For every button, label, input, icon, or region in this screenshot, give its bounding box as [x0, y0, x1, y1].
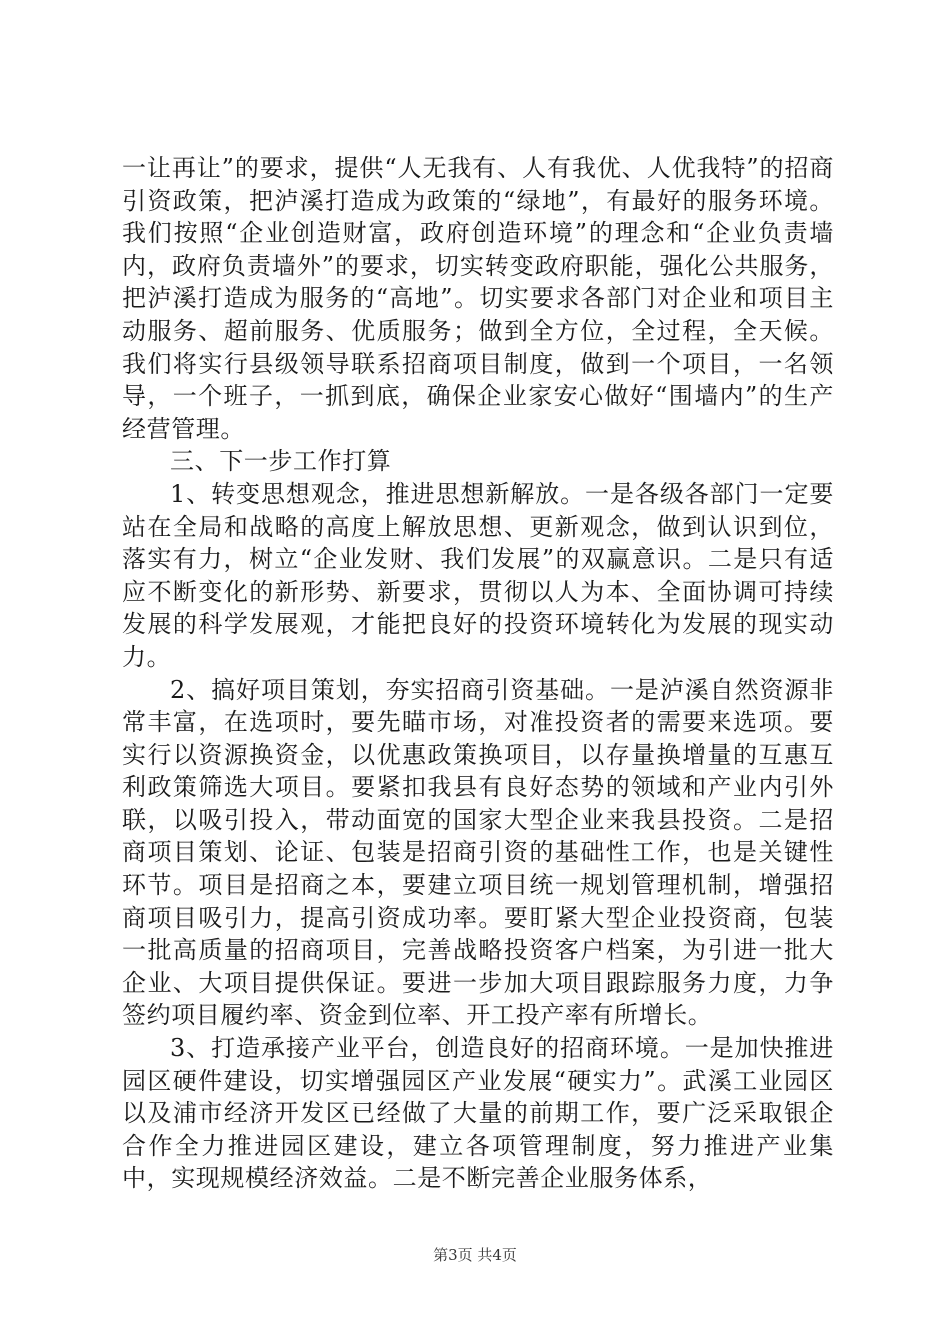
paragraph-4: 3、打造承接产业平台，创造良好的招商环境。一是加快推进园区硬件建设，切实增强园区产业发展“硬实力”。武溪工业园区以及浦市经济开发区已经做了大量的前期工作，要广泛采取银企合作全力推进园区建设，建立各项管理制度，努力推进产业集中，实现规模经济效益。二是不断完善企业服务体系， — [122, 1034, 834, 1193]
paragraph-2: 1、转变思想观念，推进思想新解放。一是各级各部门一定要站在全局和战略的高度上解放思想、更新观念，做到认识到位，落实有力，树立“企业发财、我们发展”的双赢意识。二是只有适应不断变化的新形势、新要求，贯彻以人为本、全面协调可持续发展的科学发展观，才能把良好的投资环境转化为发展的现实动力。 — [122, 479, 834, 671]
paragraph-3: 2、搞好项目策划，夯实招商引资基础。一是泸溪自然资源非常丰富，在选项时，要先瞄市场，对准投资者的需要来选项。要实行以资源换资金，以优惠政策换项目，以存量换增量的互惠互利政策筛选大项目。要紧扣我县有良好态势的领域和产业内引外联，以吸引投入，带动面宽的国家大型企业来我县投资。二是招商项目策划、论证、包装是招商引资的基础性工作，也是关键性环节。项目是招商之本，要建立项目统一规划管理机制，增强招商项目吸引力，提高引资成功率。要盯紧大型企业投资商，包装一批高质量的招商项目，完善战略投资客户档案，为引进一批大企业、大项目提供保证。要进一步加大项目跟踪服务力度，力争签约项目履约率、资金到位率、开工投产率有所增长。 — [122, 675, 834, 1030]
paragraph-1: 一让再让”的要求，提供“人无我有、人有我优、人优我特”的招商引资政策，把泸溪打造成为政策的“绿地”，有最好的服务环境。我们按照“企业创造财富，政府创造环境”的理念和“企业负责墙内，政府负责墙外”的要求，切实转变政府职能，强化公共服务，把泸溪打造成为服务的“高地”。切实要求各部门对企业和项目主动服务、超前服务、优质服务；做到全方位，全过程，全天候。我们将实行县级领导联系招商项目制度，做到一个项目，一名领导，一个班子，一抓到底，确保企业家安心做好“围墙内”的生产经营管理。 — [122, 154, 834, 443]
document-body — [122, 152, 834, 1195]
page-footer: 第3页 共4页 — [433, 1246, 517, 1264]
section-heading: 三、下一步工作打算 — [170, 447, 392, 476]
